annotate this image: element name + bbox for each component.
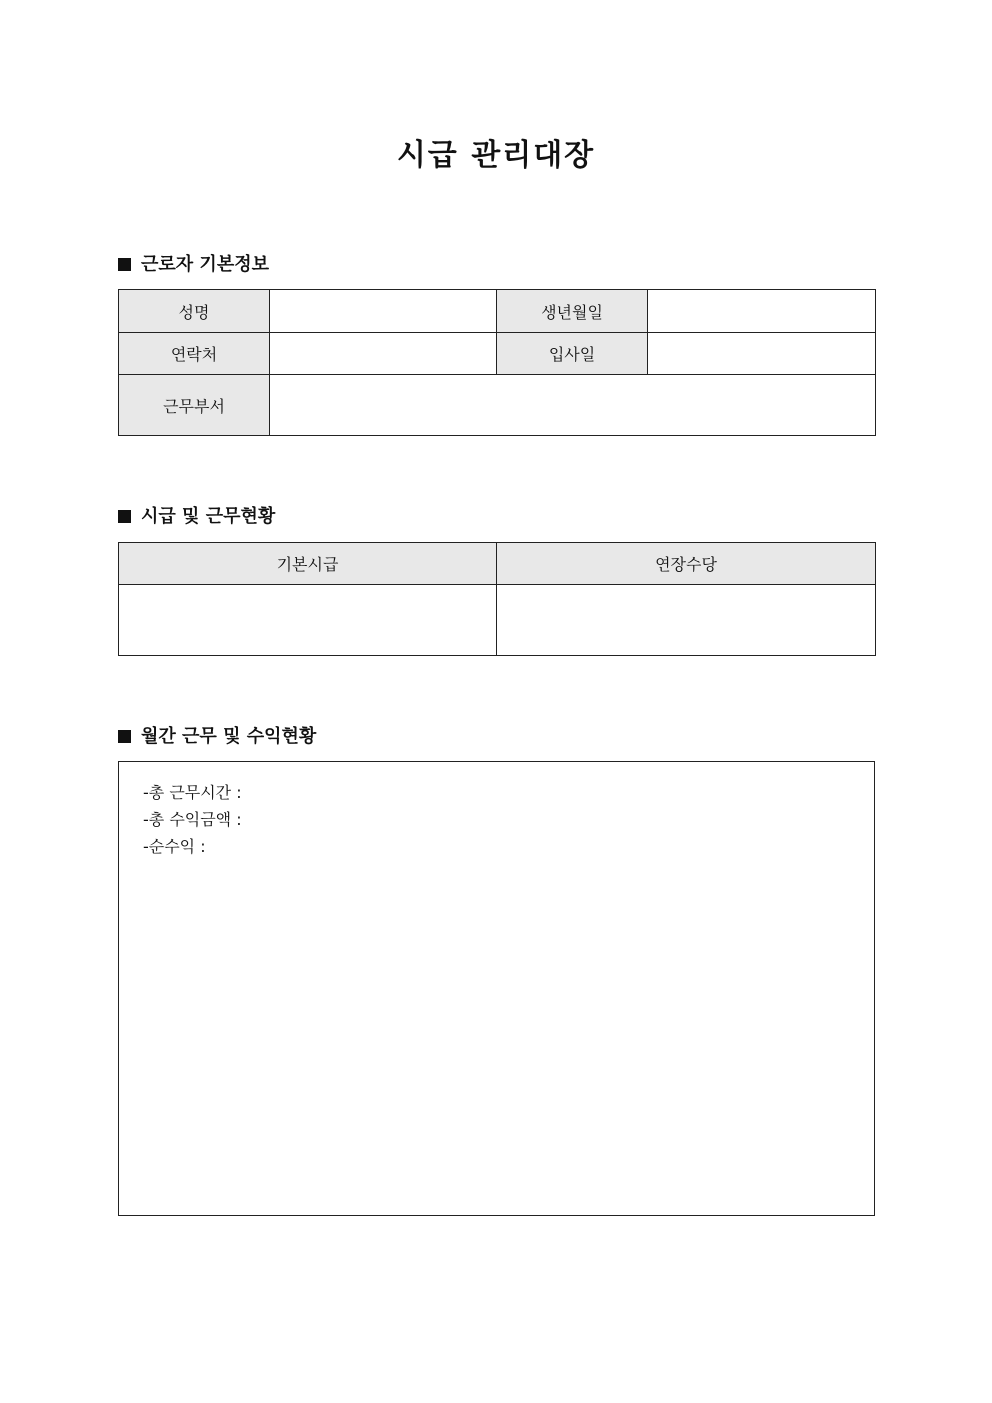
total-work-hours-line: -총 근무시간 : <box>143 783 242 802</box>
base-wage-field[interactable] <box>119 585 497 656</box>
section-heading-wage-status <box>118 505 275 529</box>
hire-date-field[interactable] <box>648 333 876 375</box>
contact-field[interactable] <box>270 333 497 375</box>
net-profit-line: -순수익 : <box>143 837 206 856</box>
name-label: 성명 <box>119 290 270 333</box>
contact-label: 연락처 <box>119 333 270 375</box>
section-heading-wage-status-text: 시급 및 근무현황 <box>141 506 276 527</box>
square-bullet-icon <box>118 258 131 271</box>
table-row <box>119 290 876 333</box>
table-row <box>119 375 876 436</box>
hire-date-label: 입사일 <box>497 333 648 375</box>
wage-status-table <box>118 542 876 656</box>
base-wage-header: 기본시급 <box>119 543 497 585</box>
square-bullet-icon <box>118 730 131 743</box>
total-revenue-line: -총 수익금액 : <box>143 810 242 829</box>
table-row <box>119 585 876 656</box>
birth-date-label: 생년월일 <box>497 290 648 333</box>
department-label: 근무부서 <box>119 375 270 436</box>
basic-info-table <box>118 289 876 436</box>
overtime-field[interactable] <box>497 585 876 656</box>
square-bullet-icon <box>118 510 131 523</box>
department-field[interactable] <box>270 375 876 436</box>
table-row <box>119 333 876 375</box>
overtime-header: 연장수당 <box>497 543 876 585</box>
document-title: 시급 관리대장 <box>396 138 596 173</box>
section-heading-monthly-summary-text: 월간 근무 및 수익현황 <box>141 726 317 747</box>
birth-date-field[interactable] <box>648 290 876 333</box>
table-row <box>119 543 876 585</box>
section-heading-monthly-summary <box>118 725 316 749</box>
name-field[interactable] <box>270 290 497 333</box>
section-heading-basic-info-text: 근로자 기본정보 <box>141 254 269 275</box>
section-heading-basic-info <box>118 253 269 277</box>
monthly-summary-box[interactable] <box>118 761 875 1216</box>
